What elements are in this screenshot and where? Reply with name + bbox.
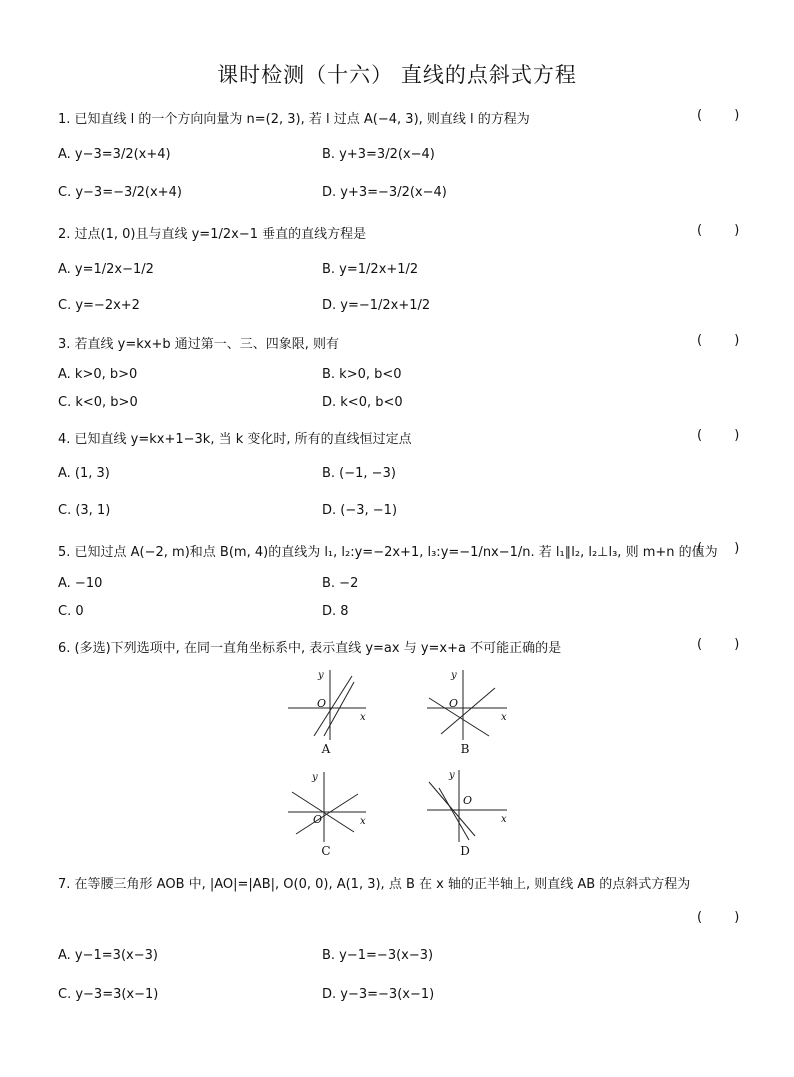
question-5-option-c: C. 0: [58, 604, 84, 619]
graph-b-label: B: [460, 742, 470, 756]
question-3-option-b: B. k>0, b<0: [322, 367, 402, 382]
graph-d-origin-label: O: [463, 794, 473, 807]
graph-d: [425, 766, 509, 844]
graph-b-line-1: [429, 698, 489, 736]
question-1-option-b: B. y+3=3/2(x−4): [322, 147, 435, 162]
question-4-option-c: C. (3, 1): [58, 503, 111, 518]
question-2-option-a: A. y=1/2x−1/2: [58, 262, 154, 277]
question-5-option-b: B. −2: [322, 576, 359, 591]
graph-d-line-1: [429, 782, 475, 836]
question-6-answer-paren: ( ): [697, 637, 754, 652]
question-7-stem: 7. 在等腰三角形 AOB 中, |AO|=|AB|, O(0, 0), A(1, 3), 点 B 在 x 轴的正半轴上, 则直线 AB 的点斜式方程为: [58, 877, 691, 892]
graph-d-label: D: [460, 844, 470, 858]
question-1-option-a: A. y−3=3/2(x+4): [58, 147, 171, 162]
graph-a-x-label: x: [360, 712, 366, 723]
question-3-option-a: A. k>0, b>0: [58, 367, 138, 382]
graph-b-x-label: x: [501, 712, 507, 723]
question-7-option-d: D. y−3=−3(x−1): [322, 987, 435, 1002]
graph-a: [286, 666, 368, 742]
graph-a-y-label: y: [318, 670, 324, 681]
question-4-stem: 4. 已知直线 y=kx+1−3k, 当 k 变化时, 所有的直线恒过定点: [58, 432, 412, 447]
question-6-stem: 6. (多选)下列选项中, 在同一直角坐标系中, 表示直线 y=ax 与 y=x+a 不可能正确的是: [58, 641, 562, 656]
question-7-option-a: A. y−1=3(x−3): [58, 948, 158, 963]
question-1-stem: 1. 已知直线 l 的一个方向向量为 n=(2, 3), 若 l 过点 A(−4, 3), 则直线 l 的方程为: [58, 112, 530, 127]
question-4-option-b: B. (−1, −3): [322, 466, 396, 481]
question-2-option-d: D. y=−1/2x+1/2: [322, 298, 431, 313]
graph-a-label: A: [321, 742, 331, 756]
graph-c-x-label: x: [360, 816, 366, 827]
question-3-option-c: C. k<0, b>0: [58, 395, 138, 410]
question-2-option-c: C. y=−2x+2: [58, 298, 140, 313]
question-2-answer-paren: ( ): [697, 223, 754, 238]
question-1-option-c: C. y−3=−3/2(x+4): [58, 185, 182, 200]
question-4-answer-paren: ( ): [697, 428, 754, 443]
graph-c-y-label: y: [312, 772, 318, 783]
graph-d-x-label: x: [501, 814, 507, 825]
question-2-stem: 2. 过点(1, 0)且与直线 y=1/2x−1 垂直的直线方程是: [58, 227, 367, 242]
question-4-option-a: A. (1, 3): [58, 466, 110, 481]
question-5-option-d: D. 8: [322, 604, 349, 619]
graph-b: [425, 666, 509, 742]
question-1-answer-paren: ( ): [697, 108, 754, 123]
question-2-option-b: B. y=1/2x+1/2: [322, 262, 419, 277]
graph-a-origin-label: O: [317, 697, 327, 710]
question-5-stem: 5. 已知过点 A(−2, m)和点 B(m, 4)的直线为 l₁, l₂:y=−2x+1, l₃:y=−1/nx−1/n. 若 l₁∥l₂, l₂⊥l₃, 则 m+n 的值为: [58, 545, 718, 560]
graph-c: [286, 768, 368, 844]
graph-c-label: C: [321, 844, 331, 858]
question-7-option-c: C. y−3=3(x−1): [58, 987, 159, 1002]
graph-a-line-2: [324, 682, 354, 736]
question-7-answer-paren: ( ): [697, 910, 754, 925]
page-title: 课时检测（十六） 直线的点斜式方程: [217, 63, 577, 87]
question-3-option-d: D. k<0, b<0: [322, 395, 403, 410]
question-5-option-a: A. −10: [58, 576, 103, 591]
question-7-option-b: B. y−1=−3(x−3): [322, 948, 434, 963]
graph-b-y-label: y: [451, 670, 457, 681]
graph-c-origin-label: O: [313, 813, 323, 826]
question-3-answer-paren: ( ): [697, 333, 754, 348]
graph-b-origin-label: O: [449, 697, 459, 710]
question-5-answer-paren: ( ): [697, 541, 754, 556]
question-1-option-d: D. y+3=−3/2(x−4): [322, 185, 447, 200]
question-3-stem: 3. 若直线 y=kx+b 通过第一、三、四象限, 则有: [58, 337, 340, 352]
question-4-option-d: D. (−3, −1): [322, 503, 398, 518]
graph-d-y-label: y: [449, 770, 455, 781]
